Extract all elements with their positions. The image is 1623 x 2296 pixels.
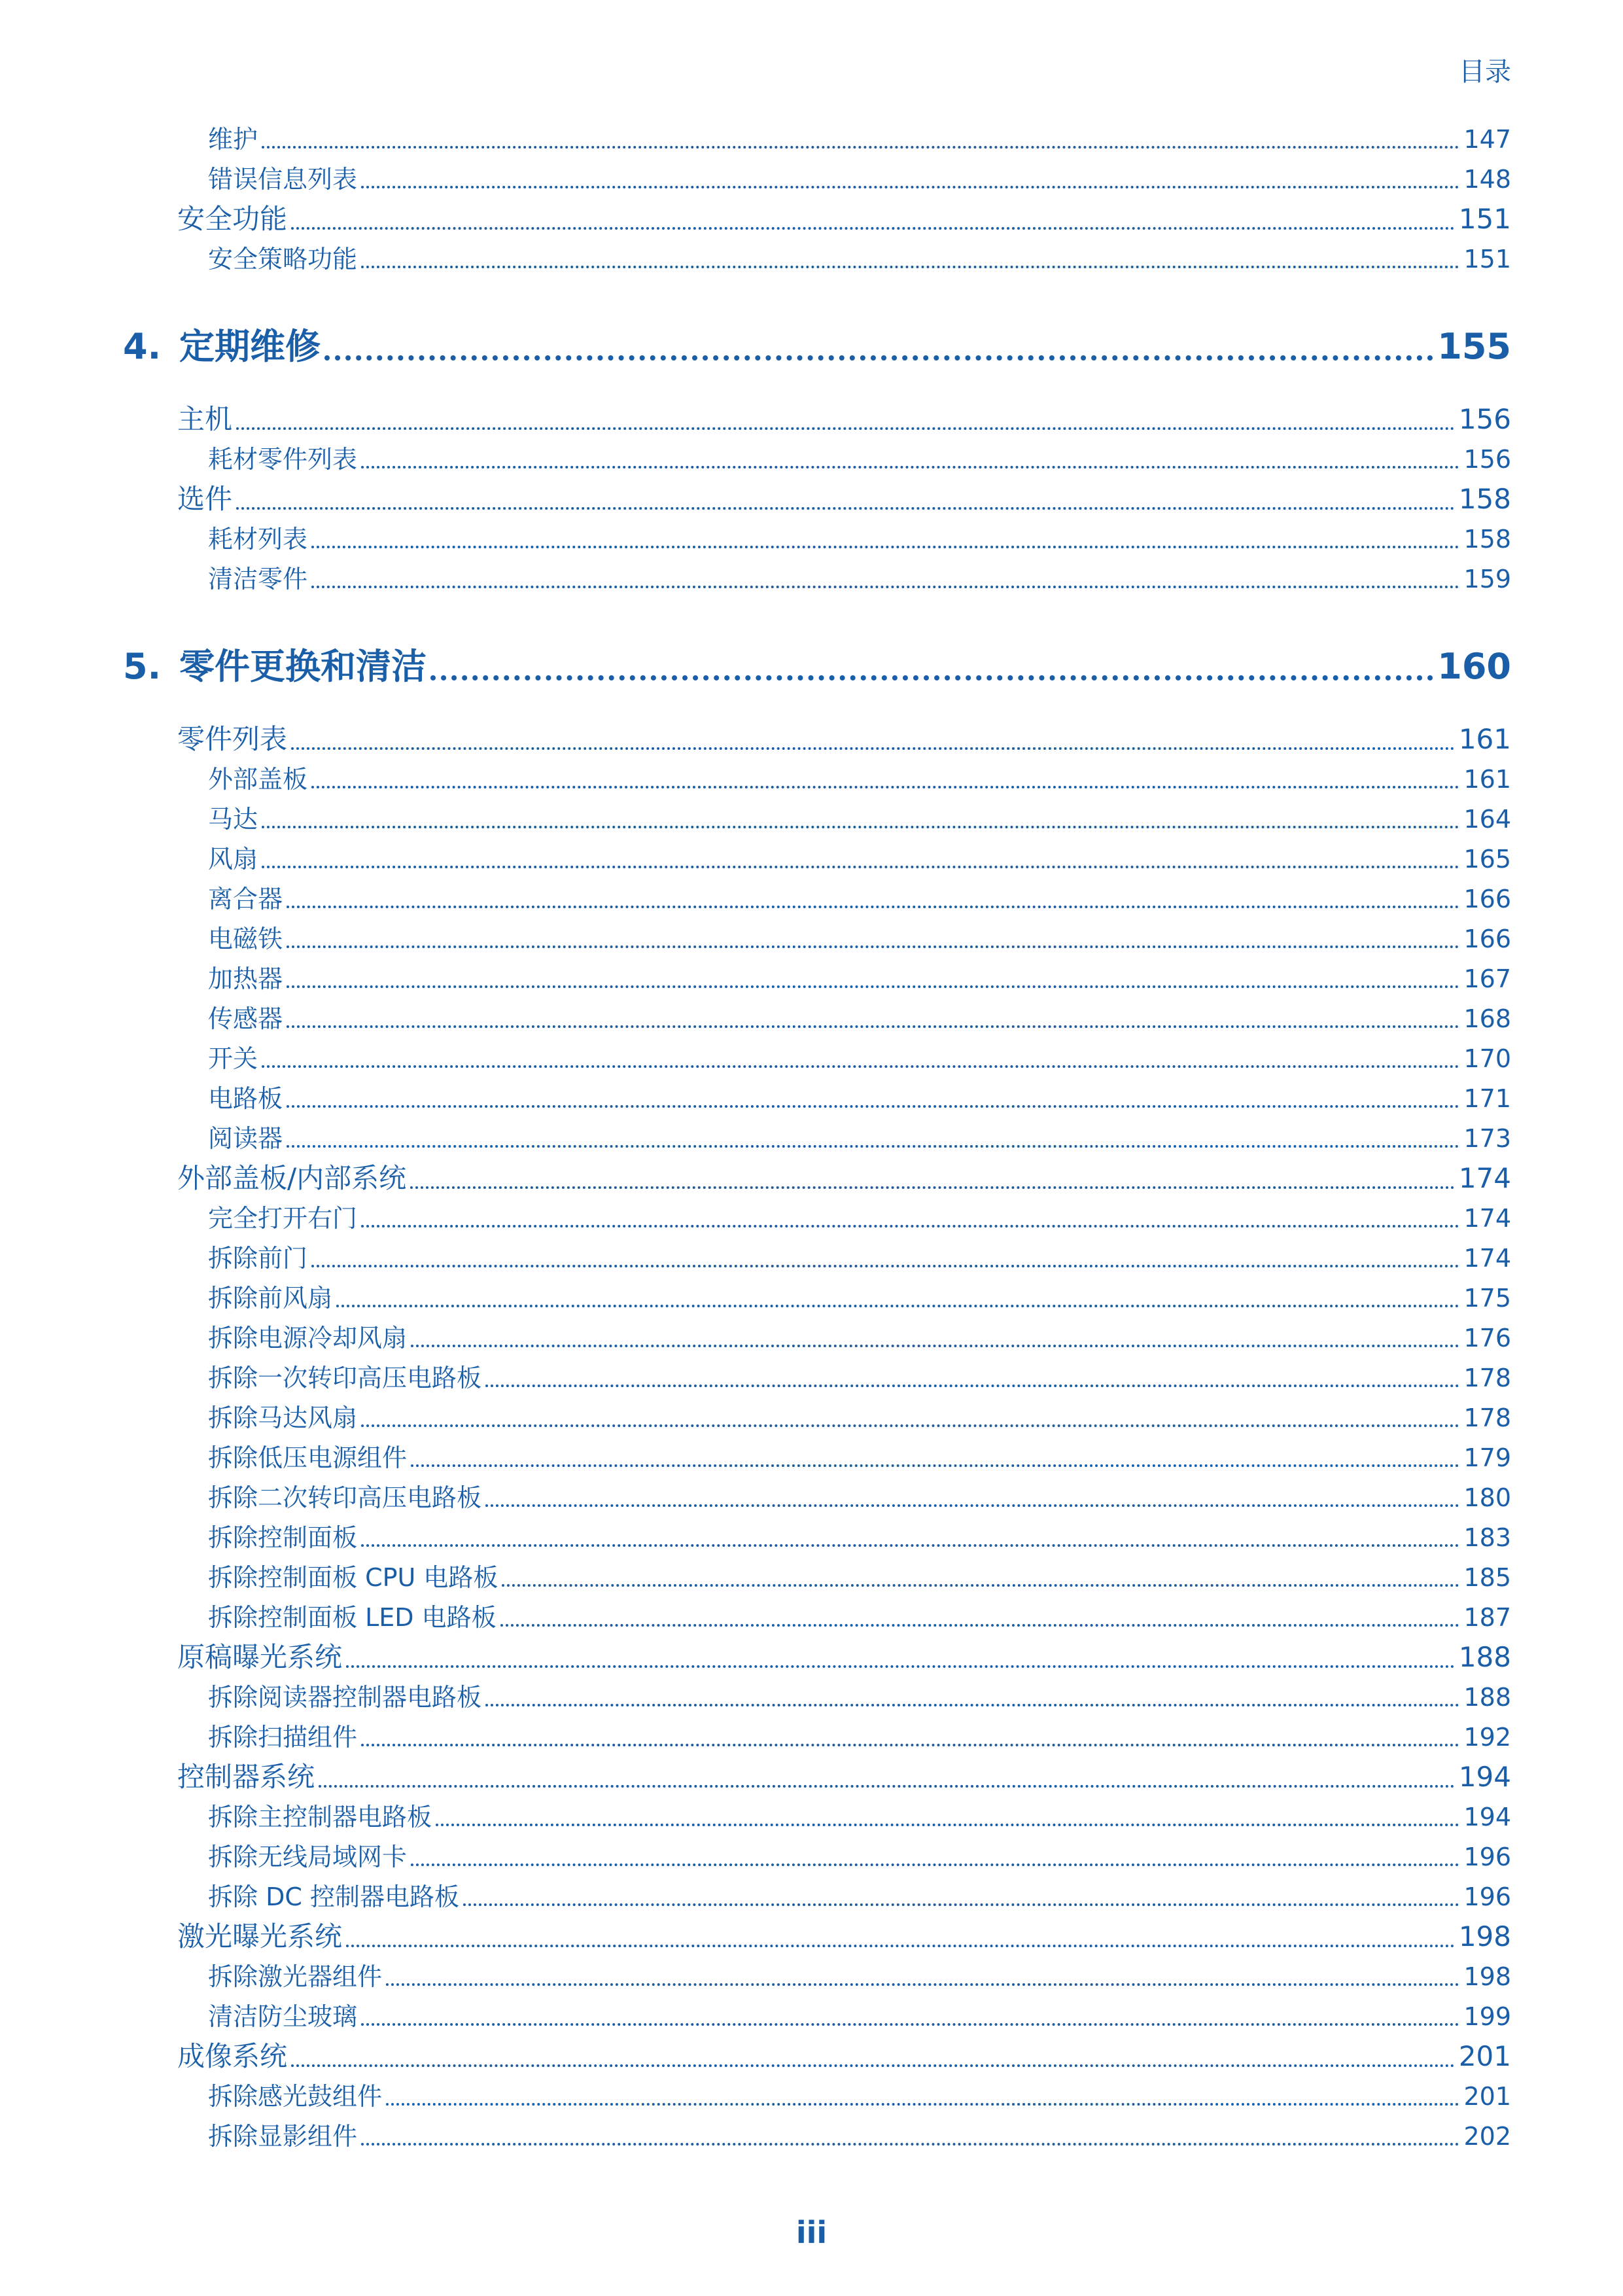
toc-page-number: 174 <box>1458 1162 1511 1194</box>
toc-page-number: 156 <box>1458 403 1511 435</box>
toc-entry-title <box>208 1401 357 1435</box>
toc-section-entry[interactable] <box>177 481 1511 518</box>
toc-page-number: 178 <box>1463 1364 1511 1392</box>
toc-page-number: 155 <box>1437 326 1511 367</box>
toc-leader-dots <box>436 1824 1459 1826</box>
toc-leader-dots <box>291 227 1455 230</box>
toc-page-number: 167 <box>1463 964 1511 993</box>
toc-entry-title <box>123 324 321 370</box>
toc-entry-title-text: 拆除控制面板 <box>208 1523 358 1552</box>
toc-entry-title-text: 拆除控制面板 CPU 电路板 <box>208 1563 498 1592</box>
toc-leader-dots <box>311 1265 1459 1267</box>
toc-subsection-entry[interactable] <box>208 1960 1511 1994</box>
toc-section-entry[interactable] <box>177 201 1511 238</box>
toc-entry-title <box>208 1201 357 1235</box>
toc-entry-title <box>208 2000 357 2034</box>
toc-entry-title <box>208 2119 357 2153</box>
toc-leader-dots <box>236 427 1455 430</box>
toc-subsection-entry[interactable] <box>208 882 1511 916</box>
toc-leader-dots <box>346 1665 1455 1668</box>
toc-page-number: 199 <box>1463 2002 1511 2031</box>
toc-entry-title-text: 耗材零件列表 <box>208 445 358 474</box>
toc-page-number: 151 <box>1458 203 1511 235</box>
toc-entry-title <box>177 1160 406 1197</box>
toc-entry-title-text: 阅读器 <box>208 1124 283 1153</box>
toc-page-number: 198 <box>1458 1920 1511 1952</box>
toc-entry-title-text: 拆除前风扇 <box>208 1284 333 1313</box>
toc-entry-title <box>208 802 258 836</box>
toc-leader-dots <box>361 2143 1459 2146</box>
toc-subsection-entry[interactable] <box>208 2000 1511 2034</box>
toc-chapter-entry[interactable] <box>123 324 1511 370</box>
toc-entry-title-text: 马达 <box>208 805 258 834</box>
toc-page-number: 170 <box>1463 1044 1511 1073</box>
toc-entry-title-text: 维护 <box>208 125 258 154</box>
toc-entry-title-text: 电磁铁 <box>208 925 283 953</box>
toc-entry-title-text: 清洁零件 <box>208 565 308 593</box>
toc-section-entry[interactable] <box>177 2038 1511 2075</box>
toc-page-number: 156 <box>1463 445 1511 474</box>
toc-subsection-entry[interactable] <box>208 162 1511 196</box>
toc-entry-title-text: 电路板 <box>208 1084 283 1113</box>
toc-entry-title-text: 定期维修 <box>179 326 321 367</box>
toc-page-number: 178 <box>1463 1404 1511 1432</box>
toc-leader-dots <box>411 1863 1459 1866</box>
toc-page-number: 173 <box>1463 1124 1511 1153</box>
toc-page-number: 166 <box>1463 885 1511 913</box>
toc-entry-title-text: 主机 <box>177 403 233 435</box>
toc-entry-title-text: 外部盖板 <box>208 765 308 794</box>
toc-page-number: 174 <box>1463 1244 1511 1273</box>
toc-entry-title-text: 安全功能 <box>177 203 288 235</box>
toc-leader-dots <box>287 906 1459 908</box>
toc-entry-title-text: 零件更换和清洁 <box>179 646 427 687</box>
toc-entry-title <box>208 962 283 996</box>
toc-entry-title-text: 拆除二次转印高压电路板 <box>208 1483 482 1512</box>
toc-leader-dots <box>485 1504 1459 1507</box>
page-number: iii <box>795 2215 828 2250</box>
toc-leader-dots <box>361 1424 1459 1427</box>
toc-subsection-entry[interactable] <box>208 1441 1511 1475</box>
toc-leader-dots <box>287 1105 1459 1108</box>
toc-leader-dots <box>236 507 1455 510</box>
toc-page-number: 196 <box>1463 1843 1511 1871</box>
toc-page-number: 188 <box>1458 1641 1511 1673</box>
toc-entry-title <box>208 1281 332 1315</box>
toc-page-number: 185 <box>1463 1563 1511 1592</box>
toc-chapter-number: 4. <box>123 326 162 367</box>
toc-leader-dots <box>361 266 1459 268</box>
toc-entry-title <box>208 1321 407 1355</box>
toc-subsection-entry[interactable] <box>208 562 1511 596</box>
toc-subsection-entry[interactable] <box>208 1002 1511 1036</box>
toc-page-number: 201 <box>1463 2082 1511 2111</box>
toc-subsection-entry[interactable] <box>208 1481 1511 1515</box>
toc-entry-title <box>208 1521 357 1555</box>
toc-entry-title <box>208 842 258 876</box>
toc-leader-dots <box>346 1945 1455 1947</box>
toc-leader-dots <box>291 747 1455 750</box>
toc-leader-dots <box>502 1584 1459 1587</box>
toc-entry-title <box>208 1042 258 1076</box>
toc-section-entry[interactable] <box>177 1160 1511 1197</box>
toc-leader-dots <box>485 1704 1459 1706</box>
toc-entry-title <box>177 1639 342 1676</box>
toc-page-number: 168 <box>1463 1004 1511 1033</box>
toc-page-number: 183 <box>1463 1523 1511 1552</box>
toc-entry-title <box>208 1840 407 1874</box>
toc-subsection-entry[interactable] <box>208 1281 1511 1315</box>
toc-entry-title <box>208 442 357 476</box>
toc-subsection-entry[interactable] <box>208 1042 1511 1076</box>
toc-page-number: 165 <box>1463 845 1511 874</box>
toc-page-number: 176 <box>1463 1324 1511 1352</box>
toc-subsection-entry[interactable] <box>208 1521 1511 1555</box>
toc-leader-dots <box>430 675 1433 680</box>
toc-leader-dots <box>311 546 1459 548</box>
toc-entry-title <box>123 644 427 690</box>
toc-entry-title <box>208 562 307 596</box>
toc-entry-title-text: 风扇 <box>208 845 258 874</box>
toc-page-number: 151 <box>1463 245 1511 274</box>
toc-entry-title <box>208 162 357 196</box>
toc-entry-title <box>208 1880 459 1914</box>
toc-entry-title-text: 安全策略功能 <box>208 245 358 274</box>
toc-page-number: 164 <box>1463 805 1511 834</box>
toc-entry-title-text: 拆除阅读器控制器电路板 <box>208 1683 482 1712</box>
toc-entry-title-text: 拆除电源冷却风扇 <box>208 1324 408 1352</box>
toc-leader-dots <box>291 2064 1455 2067</box>
toc-page-number: 171 <box>1463 1084 1511 1113</box>
toc-page-number: 174 <box>1463 1204 1511 1233</box>
toc-entry-title <box>208 762 307 796</box>
toc-entry-title-text: 拆除低压电源组件 <box>208 1443 408 1472</box>
toc-subsection-entry[interactable] <box>208 842 1511 876</box>
toc-subsection-entry[interactable] <box>208 1600 1511 1634</box>
toc-leader-dots <box>361 186 1459 188</box>
toc-section-entry[interactable] <box>177 721 1511 758</box>
toc-subsection-entry[interactable] <box>208 1361 1511 1395</box>
toc-entry-title-text: 传感器 <box>208 1004 283 1033</box>
toc-page-number: 194 <box>1463 1803 1511 1831</box>
toc-subsection-entry[interactable] <box>208 1241 1511 1275</box>
toc-entry-title <box>208 1122 283 1156</box>
toc-section-entry[interactable] <box>177 401 1511 438</box>
toc-page-number: 187 <box>1463 1603 1511 1632</box>
toc-entry-title <box>208 1720 357 1754</box>
toc-entry-title <box>177 481 232 518</box>
toc-entry-title-text: 拆除主控制器电路板 <box>208 1803 432 1831</box>
toc-entry-title-text: 错误信息列表 <box>208 165 358 194</box>
toc-leader-dots <box>361 1744 1459 1746</box>
toc-subsection-entry[interactable] <box>208 962 1511 996</box>
toc-page-number: 194 <box>1458 1761 1511 1793</box>
toc-entry-title <box>177 1918 342 1955</box>
toc-subsection-entry[interactable] <box>208 122 1511 156</box>
toc-leader-dots <box>500 1624 1460 1627</box>
toc-subsection-entry[interactable] <box>208 442 1511 476</box>
toc-subsection-entry[interactable] <box>208 1321 1511 1355</box>
page-header-section-label: 目录 <box>1459 57 1511 87</box>
toc-leader-dots <box>411 1345 1459 1347</box>
toc-subsection-entry[interactable] <box>208 1720 1511 1754</box>
toc-entry-title-text: 拆除感光鼓组件 <box>208 2082 383 2111</box>
toc-page-number: 148 <box>1463 165 1511 194</box>
toc-entry-title-text: 原稿曝光系统 <box>177 1641 343 1673</box>
toc-entry-title-text: 加热器 <box>208 964 283 993</box>
toc-entry-title <box>177 721 287 758</box>
toc-page-number: 180 <box>1463 1483 1511 1512</box>
toc-entry-title <box>208 1082 283 1116</box>
toc-entry-title <box>177 201 287 238</box>
toc-page-number: 160 <box>1437 646 1511 687</box>
toc-entry-title <box>208 1361 481 1395</box>
toc-subsection-entry[interactable] <box>208 2119 1511 2153</box>
toc-subsection-entry[interactable] <box>208 802 1511 836</box>
toc-leader-dots <box>319 1785 1455 1788</box>
toc-entry-title-text: 控制器系统 <box>177 1761 315 1793</box>
toc-leader-dots <box>361 1225 1459 1227</box>
toc-entry-title-text: 拆除一次转印高压电路板 <box>208 1364 482 1392</box>
toc-entry-title <box>208 122 258 156</box>
toc-subsection-entry[interactable] <box>208 1122 1511 1156</box>
toc-entry-title-text: 开关 <box>208 1044 258 1073</box>
toc-entry-title <box>208 922 283 956</box>
toc-entry-title <box>208 1481 481 1515</box>
toc-entry-title <box>208 1561 498 1595</box>
toc-entry-title-text: 拆除显影组件 <box>208 2122 358 2151</box>
toc-entry-title-text: 离合器 <box>208 885 283 913</box>
toc-entry-title-text: 拆除马达风扇 <box>208 1404 358 1432</box>
toc-entry-title <box>208 1600 497 1634</box>
toc-subsection-entry[interactable] <box>208 1800 1511 1834</box>
toc-subsection-entry[interactable] <box>208 2079 1511 2113</box>
toc-page-number: 166 <box>1463 925 1511 953</box>
toc-subsection-entry[interactable] <box>208 922 1511 956</box>
toc-leader-dots <box>361 2023 1459 2026</box>
toc-page-number: 147 <box>1463 125 1511 154</box>
toc-leader-dots <box>311 786 1459 788</box>
toc-entry-title-text: 激光曝光系统 <box>177 1920 343 1952</box>
toc-leader-dots <box>311 586 1459 588</box>
toc-leader-dots <box>287 945 1459 948</box>
toc-leader-dots <box>262 1065 1459 1068</box>
toc-leader-dots <box>324 355 1433 361</box>
toc-leader-dots <box>485 1385 1459 1387</box>
toc-page-number: 179 <box>1463 1443 1511 1472</box>
toc-subsection-entry[interactable] <box>208 1680 1511 1714</box>
toc-entry-title <box>208 1002 283 1036</box>
toc-page-number: 196 <box>1463 1882 1511 1911</box>
toc-section-entry[interactable] <box>177 1639 1511 1676</box>
toc-entry-title <box>177 1759 315 1795</box>
toc-entry-title-text: 外部盖板/内部系统 <box>177 1162 407 1194</box>
toc-leader-dots <box>386 2103 1459 2106</box>
toc-entry-title-text: 拆除 DC 控制器电路板 <box>208 1882 459 1911</box>
toc-subsection-entry[interactable] <box>208 762 1511 796</box>
toc-section-entry[interactable] <box>177 1759 1511 1795</box>
toc-page-number: 175 <box>1463 1284 1511 1313</box>
toc-leader-dots <box>361 466 1459 468</box>
toc-section-entry[interactable] <box>177 1918 1511 1955</box>
toc-entry-title-text: 零件列表 <box>177 723 288 755</box>
toc-leader-dots <box>287 1145 1459 1148</box>
toc-leader-dots <box>411 1464 1459 1467</box>
toc-leader-dots <box>262 826 1459 828</box>
toc-entry-title <box>177 2038 287 2075</box>
toc-leader-dots <box>410 1186 1455 1189</box>
toc-page-number: 202 <box>1463 2122 1511 2151</box>
toc-page-number: 161 <box>1458 723 1511 755</box>
toc-subsection-entry[interactable] <box>208 1561 1511 1595</box>
toc-entry-title <box>208 2079 382 2113</box>
toc-entry-title <box>177 401 232 438</box>
toc-page-number: 188 <box>1463 1683 1511 1712</box>
toc-leader-dots <box>386 1983 1459 1986</box>
toc-entry-title-text: 成像系统 <box>177 2040 288 2072</box>
toc-page-number: 192 <box>1463 1723 1511 1752</box>
toc-entry-title-text: 拆除扫描组件 <box>208 1723 358 1752</box>
toc-entry-title <box>208 522 307 556</box>
toc-page-number: 198 <box>1463 1962 1511 1991</box>
toc-chapter-entry[interactable] <box>123 644 1511 690</box>
toc-entry-title <box>208 242 357 276</box>
toc-leader-dots <box>336 1305 1459 1307</box>
toc-page-number: 159 <box>1463 565 1511 593</box>
toc-leader-dots <box>262 146 1459 149</box>
toc-entry-title <box>208 1441 407 1475</box>
toc-entry-title-text: 拆除无线局域网卡 <box>208 1843 408 1871</box>
toc-entry-title-text: 完全打开右门 <box>208 1204 358 1233</box>
toc-entry-title <box>208 1960 382 1994</box>
toc-entry-title <box>208 1680 481 1714</box>
toc-entry-title-text: 耗材列表 <box>208 525 308 554</box>
toc-entry-title-text: 拆除控制面板 LED 电路板 <box>208 1603 497 1632</box>
toc-leader-dots <box>262 866 1459 868</box>
toc-page-number: 158 <box>1458 483 1511 515</box>
toc-leader-dots <box>287 1025 1459 1028</box>
toc-subsection-entry[interactable] <box>208 242 1511 276</box>
toc-leader-dots <box>361 1544 1459 1547</box>
toc-page-number: 158 <box>1463 525 1511 554</box>
toc-subsection-entry[interactable] <box>208 1082 1511 1116</box>
toc-leader-dots <box>463 1903 1460 1906</box>
toc-entry-title-text: 拆除激光器组件 <box>208 1962 383 1991</box>
toc-page-number: 161 <box>1463 765 1511 794</box>
toc-entry-title-text: 清洁防尘玻璃 <box>208 2002 358 2031</box>
toc-subsection-entry[interactable] <box>208 1201 1511 1235</box>
toc-subsection-entry[interactable] <box>208 1401 1511 1435</box>
toc-entry-title <box>208 1800 432 1834</box>
toc-chapter-number: 5. <box>123 646 162 687</box>
toc-entry-title-text: 选件 <box>177 483 233 515</box>
toc-subsection-entry[interactable] <box>208 1880 1511 1914</box>
toc-page-number: 201 <box>1458 2040 1511 2072</box>
toc-leader-dots <box>287 985 1459 988</box>
toc-subsection-entry[interactable] <box>208 1840 1511 1874</box>
toc-entry-title <box>208 882 283 916</box>
toc-entry-title-text: 拆除前门 <box>208 1244 308 1273</box>
toc-entry-title <box>208 1241 307 1275</box>
toc-subsection-entry[interactable] <box>208 522 1511 556</box>
